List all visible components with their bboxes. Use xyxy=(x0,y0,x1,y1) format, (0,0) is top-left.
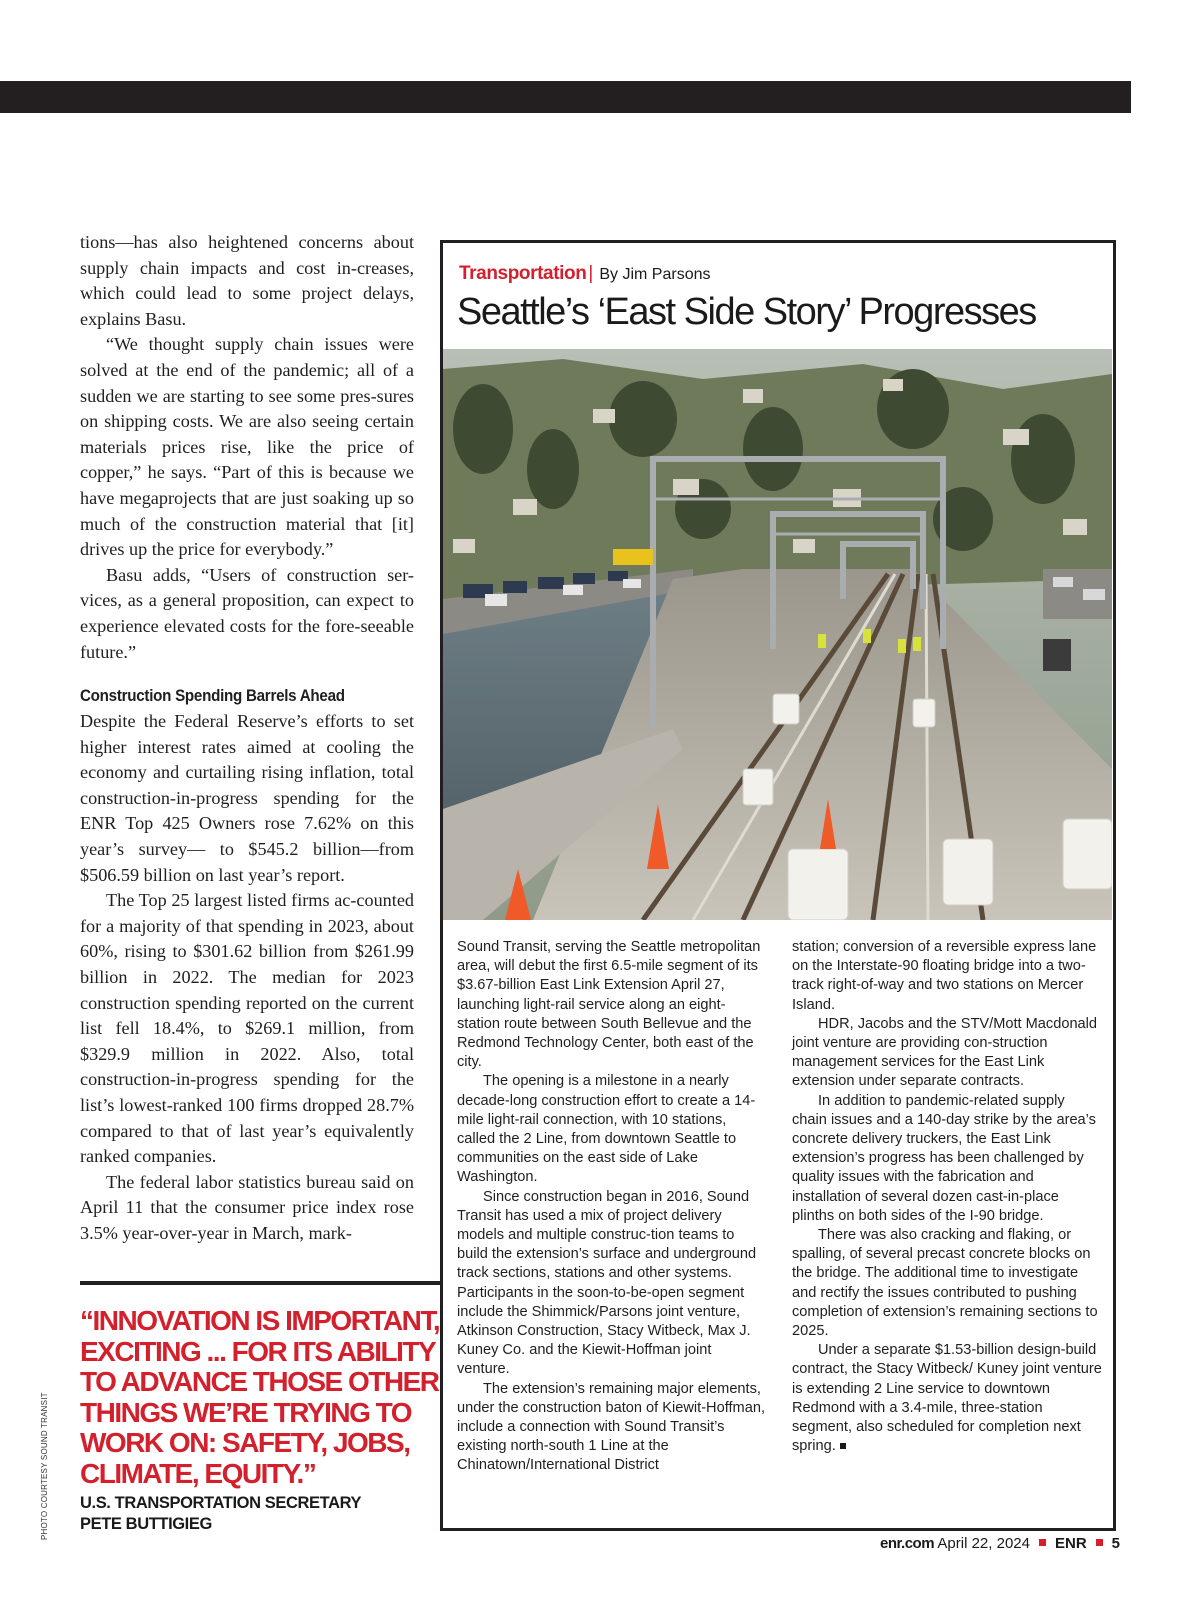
paragraph: The opening is a milestone in a nearly decade-long construction effort to create a 14-mile light-rail connection, with 10 stations, called the 2 Line, from downtown Seattle to communities on the east side of Lake Washington. xyxy=(457,1073,756,1186)
paragraph: HDR, Jacobs and the STV/Mott Macdonald joint venture are providing con-struction management services for the East Link extension under separate contracts. xyxy=(792,1015,1098,1090)
paragraph: In addition to pandemic-related supply chain issues and a 140-day strike by the area’s concrete delivery truckers, the East Link extension’s progress has been challenged by quality issues with the fabrication and installation of several dozen cast-in-place plinths on both sides of the I-90 bridge. xyxy=(792,1092,1096,1224)
byline: By Jim Parsons xyxy=(599,266,711,283)
sidebar-kicker xyxy=(459,263,711,285)
pull-quote-attribution xyxy=(80,1493,440,1535)
paragraph: “We thought supply chain issues were solved at the end of the pandemic; all of a sudden we are starting to see some pres-sures on shipping costs. We are also seeing certain materials prices rise, like the price of copper,” he says. “Part of this is because we have megaprojects that are just soaking up so much of the construction material that [it] drives up the price for everybody.” xyxy=(80,334,414,560)
light-rail-photo-illustration xyxy=(443,349,1112,920)
paragraph: The extension’s remaining major elements, under the construction baton of Kiewit-Hoffman, include a connection with Sound Transit’s existing north-south 1 Line at the Chinatown/International District xyxy=(457,1380,765,1474)
paragraph: Despite the Federal Reserve’s efforts to set higher interest rates aimed at cooling the economy and curtailing rising inflation, total construction-in-progress spending for the ENR Top 425 Owners rose 7.62% on this year’s survey— to $545.2 billion—from $506.59 billion on last year’s report. xyxy=(80,711,414,885)
paragraph xyxy=(792,1341,1102,1456)
section-label: Transportation xyxy=(459,263,587,284)
paragraph: Basu adds, “Users of construction ser-vices, as a general proposition, can expect to experience elevated costs for the fore-seeable future.” xyxy=(80,564,414,662)
footer-date: April 22, 2024 xyxy=(937,1535,1030,1552)
sidebar-headline: Seattle’s ‘East Side Story’ Progresses xyxy=(457,291,1036,333)
paragraph-text: Under a separate $1.53-billion design-build contract, the Stacy Witbeck/ Kuney joint venture is extending 2 Line service to downtown Redmond with a 3.4-mile, three-station segment, also scheduled for completion next spring. xyxy=(792,1342,1102,1455)
top-bar xyxy=(0,81,1131,113)
sidebar-column-2 xyxy=(792,938,1102,1456)
paragraph: The federal labor statistics bureau said on April 11 that the consumer price index rose 3.5% year-over-year in March, mark- xyxy=(80,1171,414,1243)
footer-magazine: ENR xyxy=(1054,1535,1087,1552)
paragraph: Since construction began in 2016, Sound Transit has used a mix of project delivery models and multiple construc-tion teams to build the extension’s surface and underground track sections, stations and other systems. Participants in the soon-to-be-open segment include the Shimmick/Parsons joint venture, Atkinson Construction, Stacy Witbeck, Max J. Kuney Co. and the Kiewit-Hoffman joint venture. xyxy=(457,1188,757,1378)
paragraph: station; conversion of a reversible express lane on the Interstate-90 floating bridge into a two-track right-of-way and two stations on Mercer Island. xyxy=(792,939,1097,1013)
photo-credit: PHOTO COURTESY SOUND TRANSIT xyxy=(40,1392,49,1540)
subhead: Construction Spending Barrels Ahead xyxy=(80,687,345,706)
red-square-icon xyxy=(1039,1539,1046,1546)
paragraph: The Top 25 largest listed firms ac-counted for a majority of that spending in 2023, about 60%, rising to $301.62 billion from $261.99 billion in 2022. The median for 2023 construction spending reported on the current list fell 18.4%, to $269.1 million, from $329.9 million in 2022. Also, total construction-in-progress spending for the list’s lowest-ranked 100 firms dropped 28.7% compared to that of last year’s equivalently ranked companies. xyxy=(80,890,414,1167)
sidebar-column-1 xyxy=(457,938,767,1476)
paragraph: There was also cracking and flaking, or spalling, of several precast concrete blocks on the bridge. The additional time to investigate and rectify the issues contributed to pushing completion of extension’s remaining sections to 2025. xyxy=(792,1227,1098,1340)
light-rail-photo xyxy=(443,349,1112,920)
end-mark-icon xyxy=(840,1443,846,1449)
pull-quote: “INNOVATION IS IMPORTANT, EXCITING ... FOR ITS ABILITY TO ADVANCE THOSE OTHER THINGS WE’RE TRYING TO WORK ON: SAFETY, JOBS, CLIMATE, EQUITY.” xyxy=(80,1305,440,1489)
attribution-name: PETE BUTTIGIEG xyxy=(80,1515,212,1533)
footer-site: enr.com xyxy=(880,1535,935,1552)
sidebar-box xyxy=(440,240,1116,1531)
paragraph: tions—has also heightened concerns about supply chain impacts and cost in-creases, which could lead to some project delays, explains Basu. xyxy=(80,232,414,329)
kicker-divider: | xyxy=(588,263,594,284)
attribution-title: U.S. TRANSPORTATION SECRETARY xyxy=(80,1494,362,1512)
left-article-column xyxy=(80,230,414,1247)
pull-quote-rule xyxy=(80,1281,440,1285)
page-footer xyxy=(880,1535,1120,1552)
page-number: 5 xyxy=(1111,1535,1120,1552)
red-square-icon xyxy=(1096,1539,1103,1546)
paragraph: Sound Transit, serving the Seattle metropolitan area, will debut the first 6.5-mile segment of its $3.67-billion East Link Extension April 27, launching light-rail service along an eight-station route between South Bellevue and the Redmond Technology Center, both east of the city. xyxy=(457,939,761,1071)
